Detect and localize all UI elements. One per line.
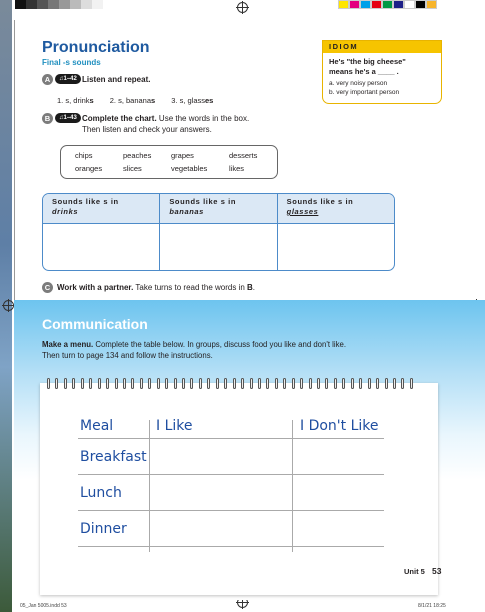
spiral-ring — [72, 378, 75, 389]
color-swatch — [349, 0, 360, 9]
word: vegetables — [171, 164, 208, 173]
spiral-ring — [89, 378, 92, 389]
spiral-ring — [64, 378, 67, 389]
process-color-bar — [338, 0, 437, 9]
spiral-ring — [148, 378, 151, 389]
spiral-ring — [165, 378, 168, 389]
pronunciation-title: Pronunciation — [42, 39, 150, 56]
color-swatch — [415, 0, 426, 9]
spiral-ring — [376, 378, 379, 389]
spiral-ring — [283, 378, 286, 389]
table-header-i-dont-like: I Don't Like — [300, 418, 379, 434]
audio-track-number: 1–42 — [63, 76, 77, 82]
spiral-ring — [410, 378, 413, 389]
gray-swatch — [15, 0, 26, 9]
word-box — [60, 145, 278, 179]
sounds-chart — [42, 193, 395, 271]
spiral-ring — [334, 378, 337, 389]
chart-answer-cell[interactable] — [278, 224, 394, 271]
list-item: 2. s, bananas — [109, 96, 156, 105]
spiral-ring — [359, 378, 362, 389]
table-row-line — [78, 546, 384, 547]
slug-file-info: 05_Jan 5005.indd 53 — [20, 603, 67, 609]
headphones-icon: ♫ — [59, 76, 64, 82]
idiom-label: IDIOM — [323, 41, 441, 53]
exercise-c-label: C — [42, 282, 53, 293]
spiral-ring — [55, 378, 58, 389]
communication-title: Communication — [42, 316, 148, 332]
spiral-ring — [106, 378, 109, 389]
spiral-ring — [98, 378, 101, 389]
spiral-ring — [123, 378, 126, 389]
registration-mark-left — [3, 300, 14, 311]
table-header-line — [78, 438, 384, 439]
dinner-like-cell[interactable] — [152, 514, 288, 544]
spiral-ring — [140, 378, 143, 389]
communication-instruction: Make a menu. Complete the table below. In groups, discuss food you like and don't like. Then turn to page 134 and follow the instructions. — [42, 340, 347, 360]
exercise-a-items — [57, 96, 213, 105]
notepad-spiral-binding — [47, 378, 413, 389]
grayscale-color-bar — [15, 0, 103, 9]
word: grapes — [171, 151, 194, 160]
audio-track-1-43-icon[interactable] — [55, 113, 81, 123]
exercise-b-label: B — [42, 113, 53, 124]
chart-answer-cell[interactable] — [160, 224, 277, 271]
idiom-question: He's "the big cheese" means he's a ____ . — [329, 57, 406, 76]
meal-breakfast: Breakfast — [80, 449, 147, 465]
list-item: 3. s, glasses — [171, 96, 214, 105]
idiom-box — [322, 40, 442, 104]
exercise-c-instruction: Work with a partner. Take turns to read the words in B. — [57, 283, 256, 292]
color-swatch — [371, 0, 382, 9]
chart-header-bananas: Sounds like s in bananas — [160, 194, 277, 223]
spiral-ring — [157, 378, 160, 389]
spiral-ring — [393, 378, 396, 389]
table-header-meal: Meal — [80, 418, 114, 434]
spiral-ring — [266, 378, 269, 389]
spiral-ring — [216, 378, 219, 389]
pronunciation-subtitle: Final -s sounds — [42, 58, 101, 67]
spiral-ring — [47, 378, 50, 389]
registration-mark-top — [237, 2, 248, 13]
spiral-ring — [275, 378, 278, 389]
spiral-ring — [182, 378, 185, 389]
word: likes — [229, 164, 245, 173]
spiral-ring — [224, 378, 227, 389]
list-item: 1. s, drinks — [57, 96, 94, 105]
table-column-line — [149, 420, 150, 552]
exercise-a-label: A — [42, 74, 53, 85]
spiral-ring — [401, 378, 404, 389]
exercise-b-instruction: Complete the chart. Use the words in the box. — [82, 114, 250, 123]
chart-header-drinks: Sounds like s in drinks — [43, 194, 160, 223]
page-number: 53 — [432, 566, 442, 576]
spiral-ring — [385, 378, 388, 389]
spiral-ring — [190, 378, 193, 389]
color-swatch — [393, 0, 404, 9]
slug-date-info: 8/1/21 18:25 — [418, 603, 446, 609]
headphones-icon: ♫ — [59, 115, 64, 121]
spiral-ring — [300, 378, 303, 389]
word: desserts — [229, 151, 258, 160]
color-swatch — [338, 0, 349, 9]
spiral-ring — [241, 378, 244, 389]
spiral-ring — [309, 378, 312, 389]
spiral-ring — [258, 378, 261, 389]
audio-track-1-42-icon[interactable] — [55, 74, 81, 84]
lunch-dislike-cell[interactable] — [295, 478, 383, 508]
gray-swatch — [81, 0, 92, 9]
spiral-ring — [131, 378, 134, 389]
gray-swatch — [92, 0, 103, 9]
spiral-ring — [292, 378, 295, 389]
gray-swatch — [37, 0, 48, 9]
exercise-a-instruction: Listen and repeat. — [82, 75, 151, 84]
spiral-ring — [351, 378, 354, 389]
lunch-like-cell[interactable] — [152, 478, 288, 508]
table-header-i-like: I Like — [156, 418, 193, 434]
chart-answer-cell[interactable] — [43, 224, 160, 271]
audio-track-number: 1–43 — [63, 115, 77, 121]
chart-header-glasses: Sounds like s in glasses — [286, 197, 354, 216]
word: slices — [123, 164, 142, 173]
idiom-options: a. very noisy person b. very important person — [329, 80, 400, 96]
breakfast-dislike-cell[interactable] — [295, 442, 383, 472]
gray-swatch — [48, 0, 59, 9]
spiral-ring — [199, 378, 202, 389]
spiral-ring — [207, 378, 210, 389]
color-swatch — [360, 0, 371, 9]
spiral-ring — [115, 378, 118, 389]
spiral-ring — [250, 378, 253, 389]
word: oranges — [75, 164, 103, 173]
table-column-line — [292, 420, 293, 552]
word: chips — [75, 151, 93, 160]
exercise-b-instruction-2: Then listen and check your answers. — [82, 125, 212, 134]
spiral-ring — [342, 378, 345, 389]
footer-unit: Unit 5 — [404, 567, 425, 576]
spiral-ring — [325, 378, 328, 389]
spiral-ring — [233, 378, 236, 389]
dinner-dislike-cell[interactable] — [295, 514, 383, 544]
meal-lunch: Lunch — [80, 485, 122, 501]
color-swatch — [426, 0, 437, 9]
color-swatch — [404, 0, 415, 9]
meal-dinner: Dinner — [80, 521, 127, 537]
table-row-line — [78, 474, 384, 475]
spiral-ring — [317, 378, 320, 389]
gray-swatch — [26, 0, 37, 9]
spiral-ring — [81, 378, 84, 389]
gray-swatch — [59, 0, 70, 9]
color-swatch — [382, 0, 393, 9]
breakfast-like-cell[interactable] — [152, 442, 288, 472]
word: peaches — [123, 151, 152, 160]
gray-swatch — [70, 0, 81, 9]
table-row-line — [78, 510, 384, 511]
spiral-ring — [174, 378, 177, 389]
spiral-ring — [368, 378, 371, 389]
